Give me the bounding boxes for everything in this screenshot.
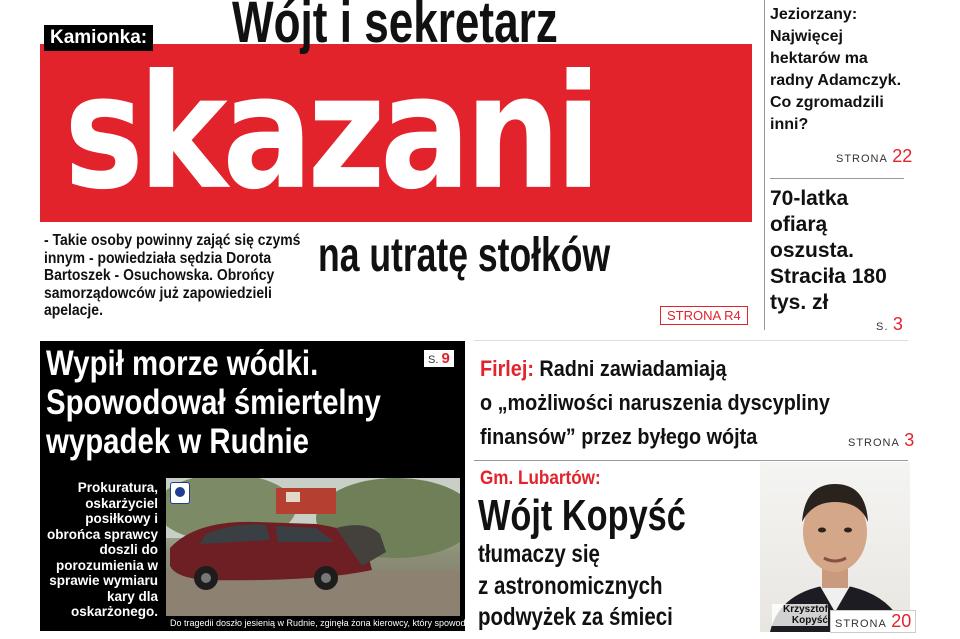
accident-page-label: S. — [428, 354, 439, 366]
firlej-line2: o „możliwości naruszenia dyscypliny — [480, 390, 830, 415]
side-mid-text: 70-latka ofiarą oszusta. Straciła 180 tys. zł — [770, 187, 887, 314]
lubartow-page — [830, 610, 916, 633]
lubartow-title: Wójt Kopyść — [478, 491, 686, 540]
firlej-line1-text: Radni zawiadamiają — [539, 356, 727, 381]
headline-big: skazani — [64, 54, 596, 224]
side-mid-page-num: 3 — [892, 314, 903, 334]
headline-top: Wójt i sekretarz — [232, 0, 558, 55]
side-top-page-label: STRONA — [836, 153, 888, 165]
side-mid-page-label: S. — [876, 321, 889, 333]
firlej-page — [848, 430, 914, 451]
accident-title-text: Wypił morze wódki. Spowodował śmiertelny wypadek w Rudnie — [46, 344, 381, 461]
side-mid-page — [876, 314, 903, 335]
side-divider — [770, 178, 904, 179]
side-top-text: Najwięcej hektarów ma radny Adamczyk. Co zgromadzili inni? — [770, 28, 902, 133]
lubartow-location: Gm. Lubartów: — [480, 468, 601, 489]
firlej-location: Firlej: — [480, 356, 534, 381]
lubartow-sub1: tłumaczy się — [478, 540, 600, 568]
side-top-page-num: 22 — [892, 146, 913, 166]
lubartow-page-label: STRONA — [835, 618, 887, 630]
firlej-page-num: 3 — [904, 430, 915, 450]
side-top-story — [770, 4, 910, 136]
accident-caption: Do tragedii doszło jesienią w Rudnie, zginęła żona kierowcy, który spowodował wypadek — [170, 618, 523, 628]
firlej-line3: finansów” przez byłego wójta — [480, 424, 758, 449]
accident-text: Prokuratura, oskarżyciel posiłkowy i obrońca sprawcy doszli do porozumienia w sprawie wymiaru kary dla oskarżonego. — [46, 480, 158, 619]
kopysc-name: Krzysztof Kopyść — [772, 604, 828, 626]
headline-sub: na utratę stołków — [318, 229, 611, 282]
side-top-page — [836, 146, 912, 167]
police-badge-icon — [170, 482, 190, 504]
crashed-car-illustration — [166, 478, 460, 616]
side-top-location: Jeziorzany: — [770, 6, 858, 23]
headline-big-wrap — [64, 54, 754, 224]
accident-title — [46, 344, 432, 461]
accident-page-num: 9 — [441, 350, 450, 367]
lubartow-sub2: z astronomicznych — [478, 572, 663, 600]
firlej-bottom-rule — [474, 460, 908, 461]
firlej-page-label: STRONA — [848, 437, 900, 449]
headline-quote: - Takie osoby powinny zająć się czymś innym - powiedziała sędzia Dorota Bartoszek - Osuchowska. Obrońcy samorządowców już zapowiedzieli apelacje. — [44, 232, 301, 319]
firlej-line1 — [480, 352, 727, 386]
headline-page-ref: STRONA R4 — [660, 306, 748, 325]
accident-page — [424, 350, 454, 367]
accident-photo — [166, 478, 460, 616]
location-tag: Kamionka: — [44, 25, 153, 51]
firlej-top-rule — [474, 340, 908, 341]
lubartow-page-num: 20 — [891, 611, 912, 631]
lubartow-sub3: podwyżek za śmieci — [478, 603, 673, 631]
column-divider — [764, 0, 765, 330]
